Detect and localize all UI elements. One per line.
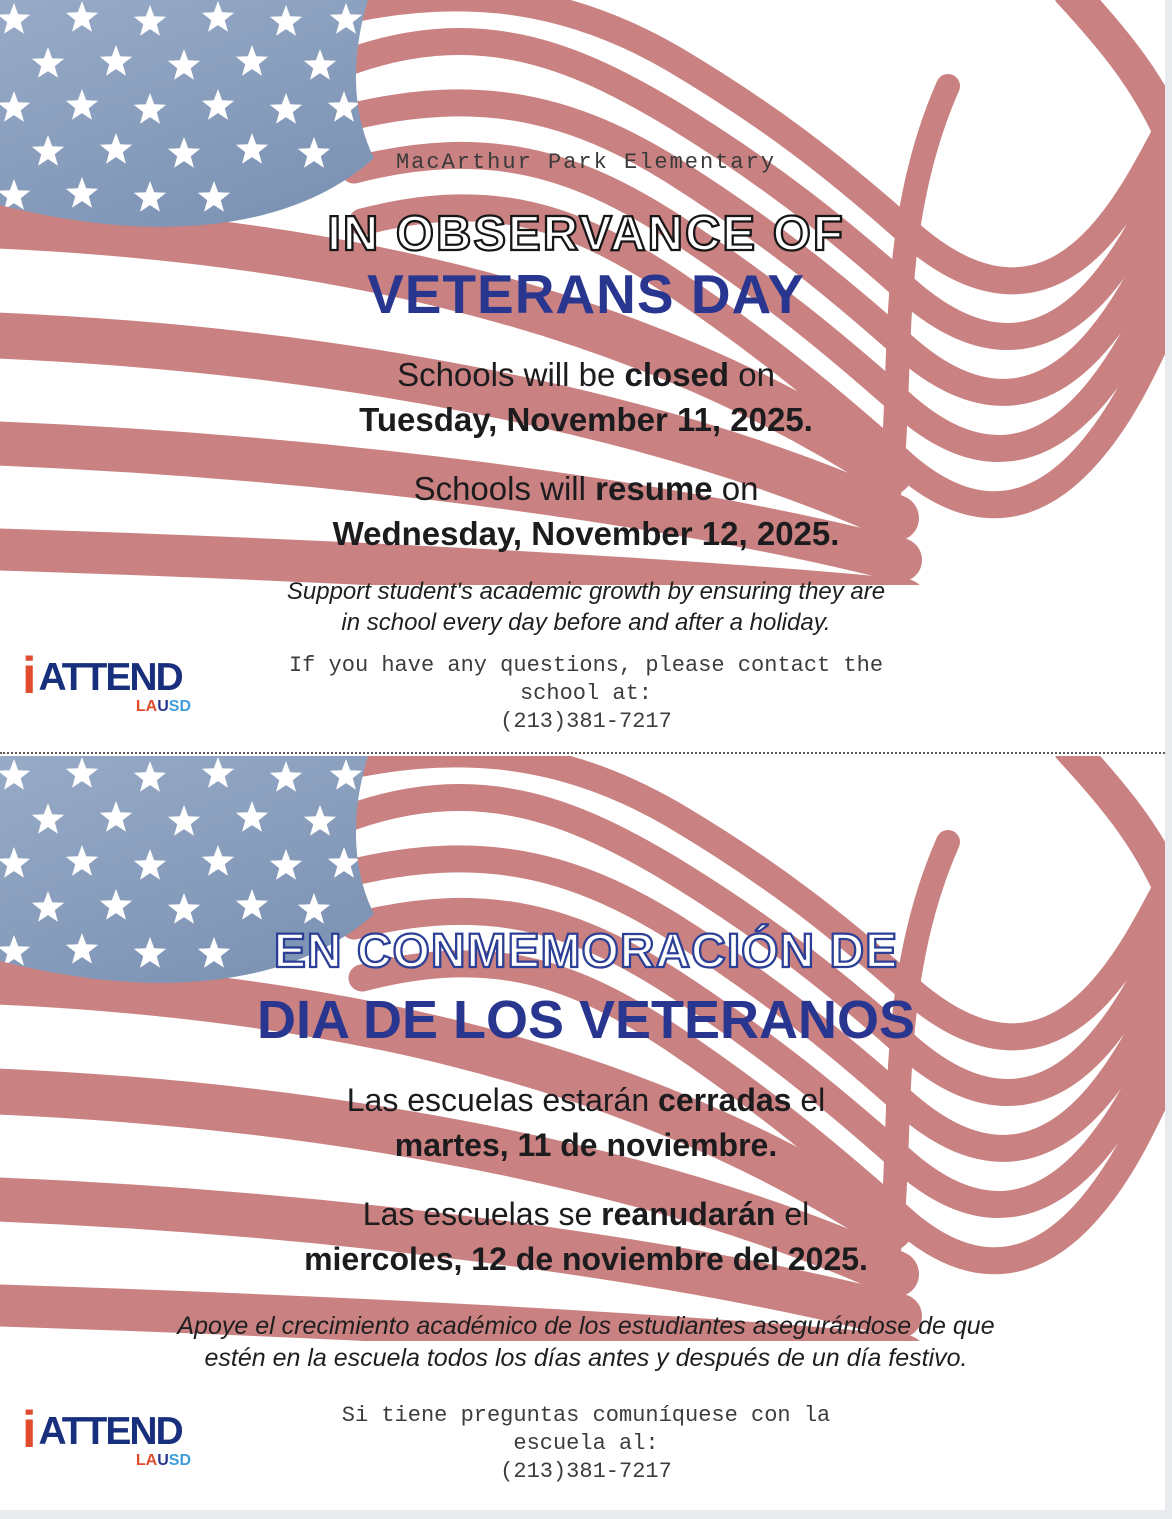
phone-number-en: (213)381-7217 (500, 709, 672, 734)
school-name: MacArthur Park Elementary (395, 150, 777, 175)
logo-i: i (22, 1401, 37, 1459)
resume-date-es: miercoles, 12 de noviembre del 2025. (304, 1241, 868, 1277)
logo-lausd: LAUSD (135, 1452, 191, 1469)
closed-date-en: Tuesday, November 11, 2025. (359, 401, 813, 438)
closed-paragraph-es (0, 1078, 1172, 1168)
headline-dia-veteranos: DIA DE LOS VETERANOS (256, 990, 916, 1050)
english-section (0, 0, 1172, 752)
closed-line-en: Schools will be closed on (397, 356, 775, 393)
closed-line-es: Las escuelas estarán cerradas el (346, 1082, 826, 1118)
resume-date-en: Wednesday, November 12, 2025. (332, 515, 840, 552)
logo-lausd: LAUSD (135, 698, 191, 715)
attendance-note-en: Support student's academic growth by ensuring they are in school every day before and after a holiday. (286, 578, 886, 636)
headline-veterans-day: VETERANS DAY (367, 263, 805, 325)
resume-paragraph-en (0, 466, 1172, 556)
logo-attend: ATTEND (38, 1410, 182, 1453)
contact-info-es: Si tiene preguntas comuníquese con la escuela al: (213)381-7217 (0, 1402, 1172, 1486)
logo-i: i (22, 647, 37, 705)
resume-line-en: Schools will resume on (413, 470, 759, 507)
page-edge-right (1165, 0, 1172, 1519)
resume-line-es: Las escuelas se reanudarán el (362, 1196, 810, 1232)
headline-outline-en: IN OBSERVANCE OF (327, 207, 845, 261)
resume-paragraph-es (0, 1192, 1172, 1282)
headline-outline-es: EN CONMEMORACIÓN DE (273, 925, 899, 978)
iattend-lausd-logo (22, 647, 197, 716)
iattend-lausd-logo (22, 1401, 197, 1470)
page-edge-bottom (0, 1510, 1172, 1519)
contact-info-en: If you have any questions, please contact the school at: (213)381-7217 (0, 652, 1172, 736)
logo-attend: ATTEND (38, 656, 182, 699)
phone-number-es: (213)381-7217 (500, 1459, 672, 1484)
closed-date-es: martes, 11 de noviembre. (394, 1127, 778, 1163)
closed-paragraph-en (0, 352, 1172, 442)
attendance-note-es: Apoye el crecimiento académico de los estudiantes asegurándose de que estén en la escuela todos los días antes y después de un día festivo. (177, 1312, 995, 1372)
spanish-section (0, 752, 1172, 1519)
